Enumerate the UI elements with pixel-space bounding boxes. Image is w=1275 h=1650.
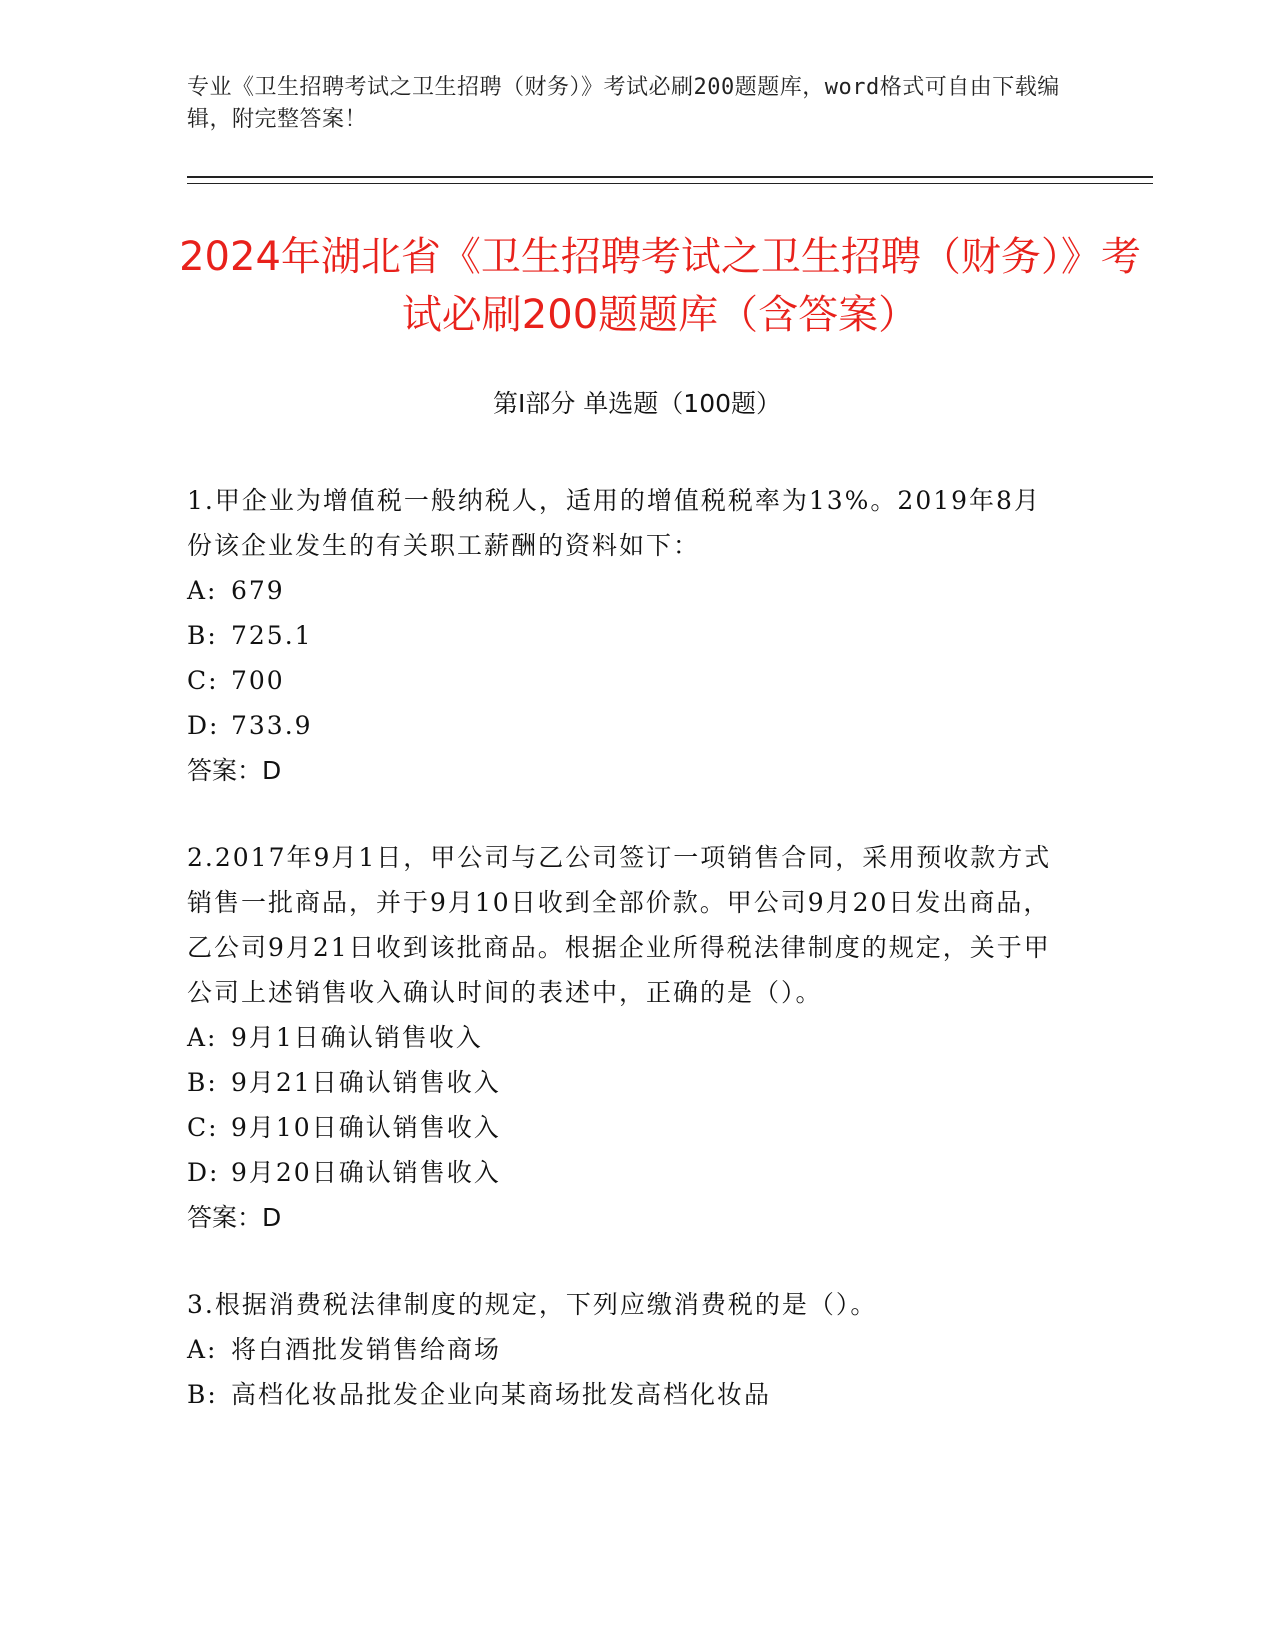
option-b [187, 1372, 1067, 1417]
option-letter: B: [187, 1380, 218, 1409]
option-letter: A: [187, 1335, 218, 1364]
option-letter: D: [187, 711, 220, 740]
question-stem: 1.甲企业为增值税一般纳税人，适用的增值税税率为13%。2019年8月份该企业发生的有关职工薪酬的资料如下： [187, 486, 1041, 560]
option-letter: D: [187, 1158, 220, 1187]
option-a [187, 1015, 1067, 1060]
option-text: 733.9 [231, 711, 313, 740]
header-divider-thick [187, 176, 1153, 178]
option-text: 700 [231, 666, 285, 695]
question-1 [187, 478, 1067, 793]
option-text: 9月20日确认销售收入 [231, 1158, 501, 1187]
header-divider-thin [187, 183, 1153, 184]
option-letter: A: [187, 576, 218, 605]
option-a [187, 568, 1067, 613]
option-c [187, 1105, 1067, 1150]
section-title: 第Ⅰ部分 单选题（100题） [492, 389, 782, 418]
option-text: 将白酒批发销售给商场 [231, 1335, 502, 1364]
option-letter: C: [187, 666, 219, 695]
option-text: 高档化妆品批发企业向某商场批发高档化妆品 [231, 1380, 772, 1409]
option-b [187, 613, 1067, 658]
answer-line: 答案：D [187, 756, 282, 785]
option-text: 9月1日确认销售收入 [231, 1023, 483, 1052]
question-stem: 3.根据消费税法律制度的规定，下列应缴消费税的是（）。 [187, 1290, 878, 1319]
question-list [187, 478, 1067, 1459]
document-title: 2024年湖北省《卫生招聘考试之卫生招聘（财务）》考试必刷200题题库（含答案） [179, 234, 1141, 338]
option-letter: A: [187, 1023, 218, 1052]
question-stem: 2.2017年9月1日，甲公司与乙公司签订一项销售合同，采用预收款方式销售一批商品，并于9月10日收到全部价款。甲公司9月20日发出商品，乙公司9月21日收到该批商品。根据企业所得税法律制度的规定，关于甲公司上述销售收入确认时间的表述中，正确的是（）。 [187, 843, 1052, 1007]
option-b [187, 1060, 1067, 1105]
option-text: 725.1 [231, 621, 313, 650]
option-letter: C: [187, 1113, 219, 1142]
option-text: 9月21日确认销售收入 [231, 1068, 501, 1097]
question-2 [187, 835, 1067, 1240]
answer-line: 答案：D [187, 1203, 282, 1232]
option-text: 9月10日确认销售收入 [231, 1113, 501, 1142]
option-letter: B: [187, 621, 218, 650]
header-note: 专业《卫生招聘考试之卫生招聘（财务）》考试必刷200题题库，word格式可自由下载编辑，附完整答案！ [187, 75, 1060, 132]
question-3 [187, 1282, 1067, 1417]
option-d [187, 703, 1067, 748]
option-d [187, 1150, 1067, 1195]
option-a [187, 1327, 1067, 1372]
option-text: 679 [231, 576, 285, 605]
option-letter: B: [187, 1068, 218, 1097]
option-c [187, 658, 1067, 703]
